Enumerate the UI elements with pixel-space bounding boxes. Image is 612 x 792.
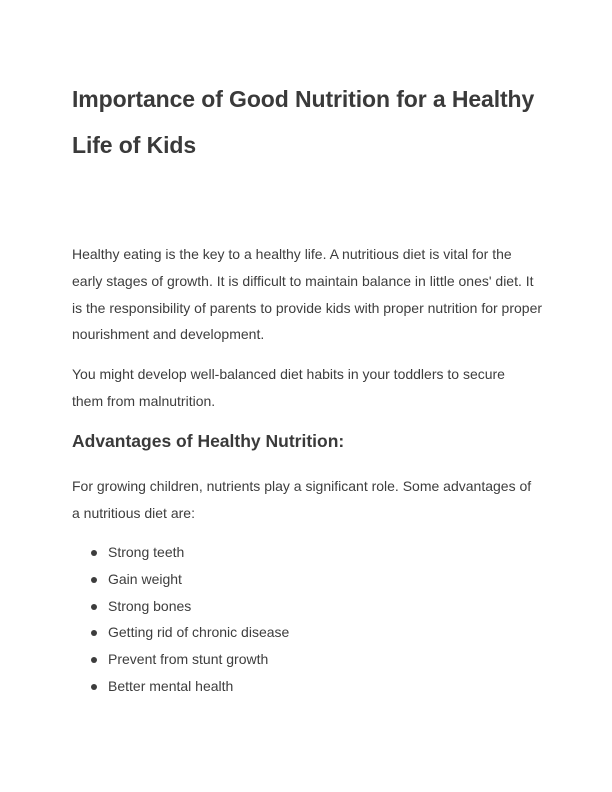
section-heading: Advantages of Healthy Nutrition: [72,431,345,451]
intro-paragraph: Healthy eating is the key to a healthy life. A nutritious diet is vital for the early stages of growth. It is difficult to maintain balance in little ones' diet. It is the responsibility of parents to provide kids with proper nutrition for proper nourishment and development. [72,246,543,343]
list-item [72,566,289,593]
list-item [72,539,289,566]
list-item-label: Strong bones [108,597,192,614]
bullet-icon [91,577,97,583]
bullet-icon [91,604,97,610]
list-item-label: Better mental health [108,677,234,694]
diet-habits-paragraph: You might develop well-balanced diet habits in your toddlers to secure them from malnutrition. [72,366,505,409]
bullet-icon [91,630,97,636]
section-intro-paragraph: For growing children, nutrients play a significant role. Some advantages of a nutritious diet are: [72,478,532,521]
list-item [72,619,289,646]
list-item-label: Getting rid of chronic disease [108,624,290,641]
list-item-label: Prevent from stunt growth [108,651,269,668]
advantages-list [72,539,289,700]
bullet-icon [91,684,97,690]
bullet-icon [91,657,97,663]
list-item [72,593,289,620]
bullet-icon [91,550,97,556]
page-title: Importance of Good Nutrition for a Healthy Life of Kids [72,86,535,158]
list-item [72,646,289,673]
list-item-label: Gain weight [108,570,182,587]
list-item-label: Strong teeth [108,544,185,560]
list-item [72,673,289,700]
